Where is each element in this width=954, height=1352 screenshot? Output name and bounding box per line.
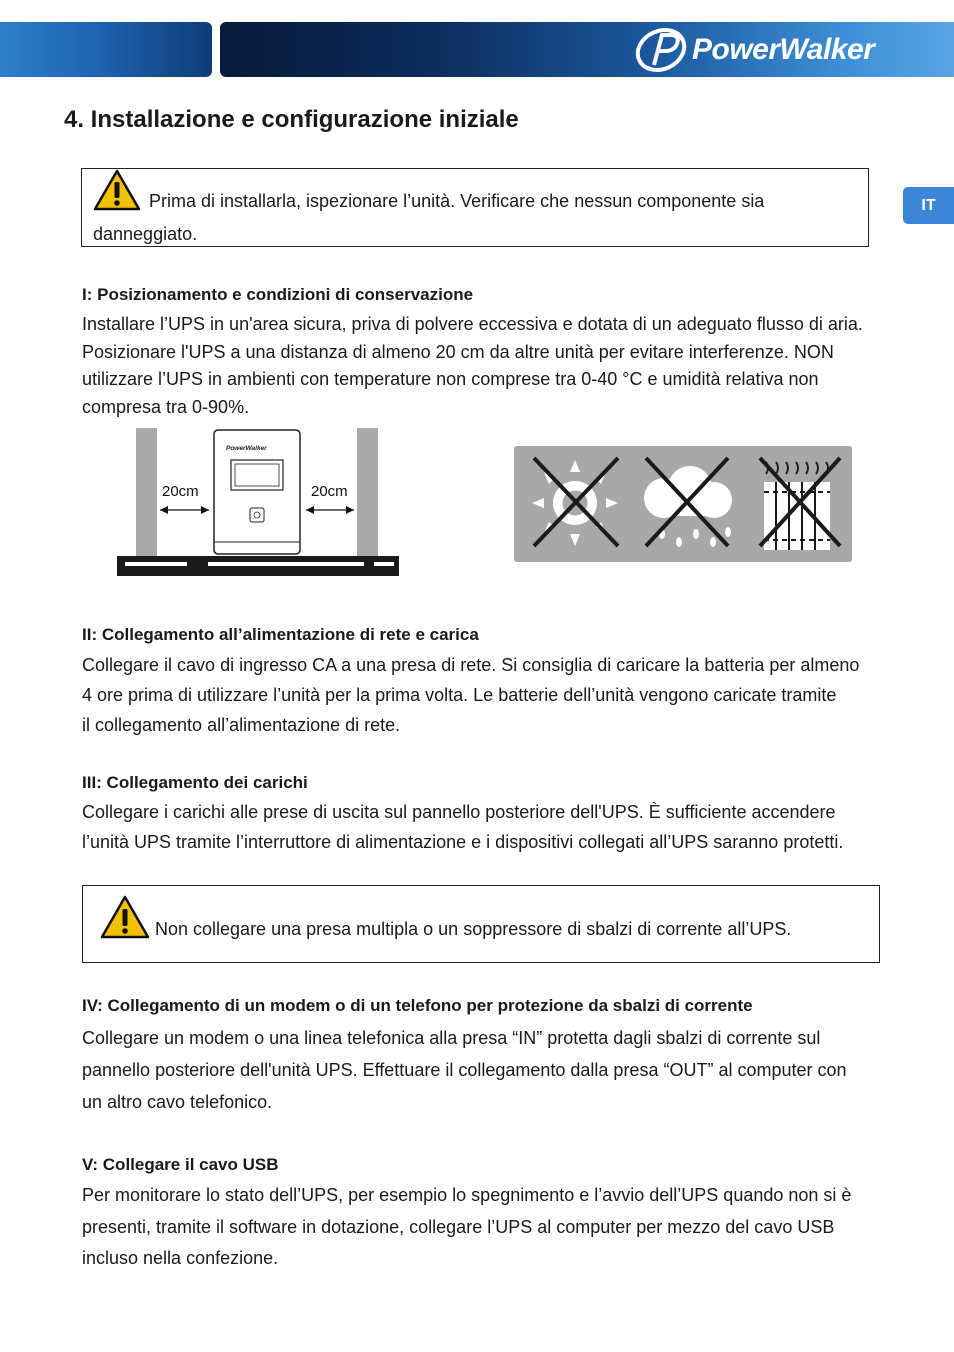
text-line: compresa tra 0-90%.	[82, 396, 250, 417]
section-body-power	[82, 650, 892, 740]
section-heading-modem: IV: Collegamento di un modem o di un telefono per protezione da sbalzi di corrente	[82, 996, 753, 1015]
ups-power-button	[250, 508, 264, 522]
warning-text-line2: danneggiato.	[93, 224, 198, 244]
powerwalker-logo	[632, 26, 874, 74]
section-body-positioning	[82, 311, 892, 421]
section-body-usb	[82, 1180, 892, 1275]
text-line: incluso nella confezione.	[82, 1248, 279, 1268]
warning-icon	[93, 169, 141, 211]
section-heading-usb: V: Collegare il cavo USB	[82, 1155, 279, 1174]
text-line: presenti, tramite il software in dotazione, collegare l’UPS al computer per mezzo del cavo USB	[82, 1216, 835, 1237]
left-wall	[136, 428, 157, 556]
text-line: Collegare un modem o una linea telefonica alla presa “IN” protetta dagli sbalzi di corrente sul	[82, 1028, 821, 1048]
page-title: 4. Installazione e configurazione iniziale	[64, 106, 519, 133]
text-line: Posizionare l'UPS a una distanza di almeno 20 cm da altre unità per evitare interferenze. NON	[82, 341, 834, 362]
ups-brand-label: PowerWalker	[226, 445, 267, 452]
warning-icon	[100, 895, 150, 939]
left-clearance-label: 20cm	[162, 483, 199, 500]
warning-text-line1: Prima di installarla, ispezionare l’unità. Verificare che nessun componente sia	[149, 191, 765, 211]
text-line: Collegare i carichi alle prese di uscita sul pannello posteriore dell'UPS. È sufficiente accendere	[82, 802, 836, 822]
brand-name: PowerWalker	[692, 33, 875, 66]
ups-display	[231, 460, 283, 490]
section-heading-positioning: I: Posizionamento e condizioni di conservazione	[82, 285, 474, 304]
section-body-modem	[82, 1022, 892, 1118]
text-line: il collegamento all’alimentazione di rete.	[82, 715, 401, 735]
warning-box	[81, 168, 869, 247]
section-heading-loads: III: Collegamento dei carichi	[82, 773, 308, 792]
text-line: pannello posteriore dell'unità UPS. Effettuare il collegamento dalla presa “OUT” al computer con	[82, 1060, 847, 1080]
text-line: 4 ore prima di utilizzare l’unità per la prima volta. Le batterie dell’unità vengono caricate tramite	[82, 685, 837, 705]
right-clearance-label: 20cm	[311, 483, 348, 500]
text-line: l’unità UPS tramite l’interruttore di alimentazione e i dispositivi collegati all’UPS saranno protetti.	[82, 832, 844, 852]
warning-box-multiplug	[82, 885, 880, 963]
section-body-loads	[82, 797, 892, 857]
clearance-diagram	[116, 428, 400, 578]
header-band-left	[0, 22, 212, 77]
logo-mark-icon	[632, 27, 690, 73]
text-line: Collegare il cavo di ingresso CA a una presa di rete. Si consiglia di caricare la batteria per almeno	[82, 655, 860, 675]
language-tab[interactable]: IT	[903, 187, 954, 224]
text-line: un altro cavo telefonico.	[82, 1092, 273, 1112]
text-line: Per monitorare lo stato dell’UPS, per esempio lo spegnimento e l’avvio dell’UPS quando non si è	[82, 1185, 852, 1205]
warning-text: Non collegare una presa multipla o un soppressore di sbalzi di corrente all’UPS.	[155, 919, 792, 939]
section-heading-power: II: Collegamento all’alimentazione di rete e carica	[82, 625, 479, 644]
text-line: utilizzare l’UPS in ambienti con temperature non comprese tra 0-40 °C e umidità relativa non	[82, 369, 819, 389]
text-line: Installare l’UPS in un'area sicura, priva di polvere eccessiva e dotata di un adeguato flusso di aria.	[82, 314, 863, 334]
right-wall	[357, 428, 378, 556]
conditions-diagram	[514, 446, 852, 562]
